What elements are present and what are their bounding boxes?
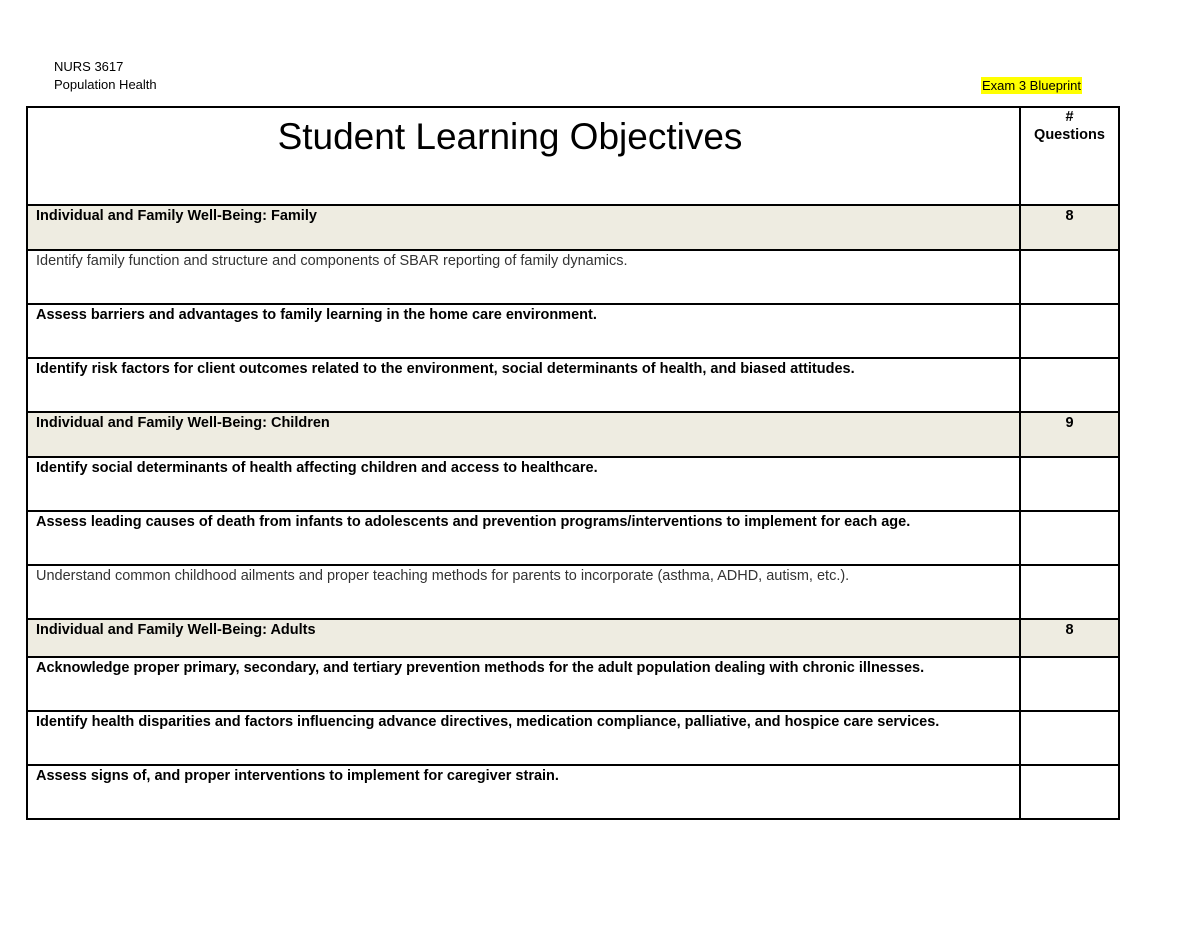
objective-cell — [27, 657, 1020, 711]
section-count-cell — [1020, 412, 1119, 457]
table-header-row — [27, 107, 1119, 205]
exam-blueprint-label: Exam 3 Blueprint — [982, 78, 1081, 93]
objective-cell — [27, 565, 1020, 619]
course-header — [54, 58, 157, 94]
objective-cell — [27, 511, 1020, 565]
question-count: 9 — [1065, 415, 1074, 431]
objective-text: Identify family function and structure and components of SBAR reporting of family dynamics. — [36, 253, 628, 269]
objective-text: Identify health disparities and factors influencing advance directives, medication compliance, palliative, and hospice care services. — [36, 714, 940, 730]
objective-row — [27, 657, 1119, 711]
objective-cell — [27, 250, 1020, 304]
section-row-adults — [27, 619, 1119, 657]
objective-row — [27, 250, 1119, 304]
objective-cell — [27, 358, 1020, 412]
objective-row — [27, 358, 1119, 412]
course-name: Population Health — [54, 77, 157, 92]
objective-count-cell — [1020, 657, 1119, 711]
question-count: 8 — [1065, 622, 1074, 638]
questions-header-symbol: # — [1065, 109, 1074, 125]
section-label-cell — [27, 205, 1020, 250]
objective-row — [27, 457, 1119, 511]
title-cell — [27, 107, 1020, 205]
objective-count-cell — [1020, 358, 1119, 412]
objective-text: Assess barriers and advantages to family learning in the home care environment. — [36, 307, 597, 323]
course-code: NURS 3617 — [54, 59, 124, 74]
table-title: Student Learning Objectives — [277, 116, 743, 157]
objective-cell — [27, 711, 1020, 765]
questions-header-label: Questions — [1034, 127, 1105, 143]
objective-text: Identify risk factors for client outcomes related to the environment, social determinants of health, and biased attitudes. — [36, 361, 855, 377]
objective-count-cell — [1020, 565, 1119, 619]
objective-text: Acknowledge proper primary, secondary, and tertiary prevention methods for the adult population dealing with chronic illnesses. — [36, 660, 925, 676]
objective-text: Assess signs of, and proper interventions to implement for caregiver strain. — [36, 768, 559, 784]
objective-text: Assess leading causes of death from infants to adolescents and prevention programs/interventions to implement for each age. — [36, 514, 911, 530]
section-row-children — [27, 412, 1119, 457]
objective-cell — [27, 457, 1020, 511]
objective-count-cell — [1020, 711, 1119, 765]
objective-count-cell — [1020, 250, 1119, 304]
objective-row — [27, 304, 1119, 358]
objective-text: Understand common childhood ailments and proper teaching methods for parents to incorporate (asthma, ADHD, autism, etc.). — [36, 568, 850, 584]
section-count-cell — [1020, 205, 1119, 250]
section-row-family — [27, 205, 1119, 250]
objective-count-cell — [1020, 511, 1119, 565]
objective-row — [27, 711, 1119, 765]
section-label: Individual and Family Well-Being: Adults — [36, 622, 316, 638]
question-count: 8 — [1065, 208, 1074, 224]
objective-row — [27, 765, 1119, 819]
section-label: Individual and Family Well-Being: Children — [36, 415, 330, 431]
section-label: Individual and Family Well-Being: Family — [36, 208, 317, 224]
objective-cell — [27, 304, 1020, 358]
objective-count-cell — [1020, 765, 1119, 819]
objective-count-cell — [1020, 304, 1119, 358]
objective-count-cell — [1020, 457, 1119, 511]
section-label-cell — [27, 412, 1020, 457]
objective-text: Identify social determinants of health affecting children and access to healthcare. — [36, 460, 598, 476]
section-label-cell — [27, 619, 1020, 657]
objective-cell — [27, 765, 1020, 819]
questions-header-cell — [1020, 107, 1119, 205]
objective-row — [27, 511, 1119, 565]
objectives-table — [26, 106, 1120, 820]
objective-row — [27, 565, 1119, 619]
section-count-cell — [1020, 619, 1119, 657]
